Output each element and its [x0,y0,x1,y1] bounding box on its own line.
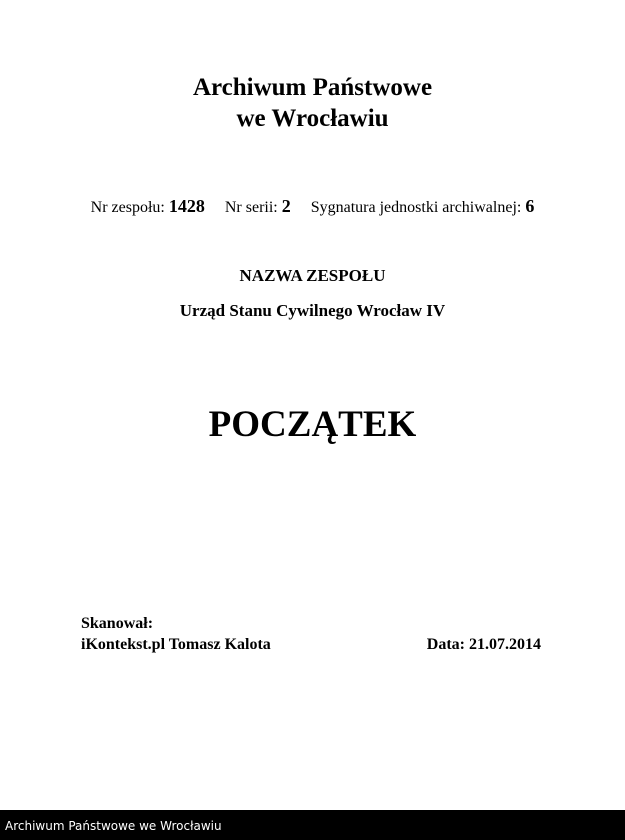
archive-title-line2: we Wrocławiu [236,105,389,132]
series-number [225,194,291,220]
archive-metadata [0,194,625,220]
series-number-label: Nr serii: [224,199,278,216]
fond-number-value: 1428 [168,196,205,216]
scan-date [427,634,541,655]
footer-text: Archiwum Państwowe we Wrocławiu [5,819,222,833]
archive-title [0,72,625,134]
unit-signature [311,194,535,220]
scan-date-value: 21.07.2014 [469,636,541,653]
archive-title-line1: Archiwum Państwowe [192,74,433,101]
scanned-by-value: iKontekst.pl Tomasz Kalota [81,636,271,653]
start-label: POCZĄTEK [208,404,417,445]
scan-date-label: Data: [426,636,465,653]
unit-signature-label: Sygnatura jednostki archiwalnej: [310,199,522,216]
unit-signature-value: 6 [525,196,535,216]
series-number-value: 2 [281,196,291,216]
fond-heading: NAZWA ZESPOŁU [239,266,386,285]
fond-name: Urząd Stanu Cywilnego Wrocław IV [179,301,446,320]
footer-bar [0,810,625,840]
scan-info [81,613,271,655]
fond-number [91,194,205,220]
fond-number-label: Nr zespołu: [90,199,165,216]
scanned-by-label: Skanował: [81,615,154,632]
